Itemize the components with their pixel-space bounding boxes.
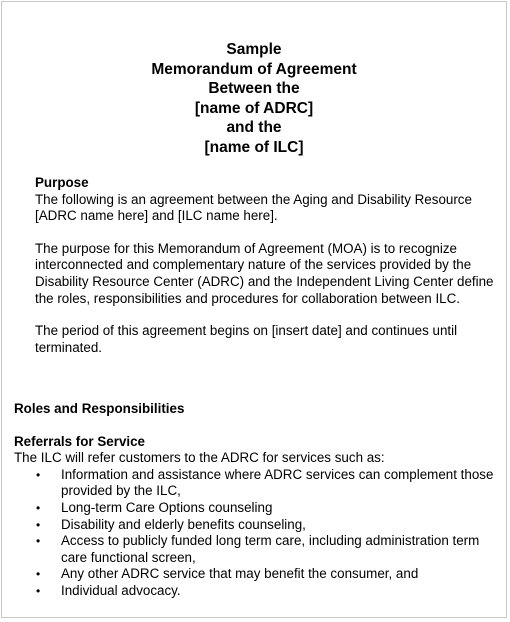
bullet-icon: • xyxy=(36,467,41,482)
bullet-icon: • xyxy=(36,500,41,515)
title-line-ilc-name: [name of ILC] xyxy=(204,138,304,156)
bullet-icon: • xyxy=(36,534,41,549)
list-item xyxy=(14,500,501,517)
bullet-icon: • xyxy=(36,583,41,598)
roles-heading: Roles and Responsibilities xyxy=(14,401,185,416)
purpose-heading: Purpose xyxy=(35,175,89,190)
bullet-icon: • xyxy=(36,567,41,582)
title-line-and-the: and the xyxy=(226,119,282,137)
purpose-paragraph-3: The period of this agreement begins on [insert date] and continues until terminated. xyxy=(35,323,458,355)
list-item-text: Individual advocacy. xyxy=(61,582,181,598)
list-item-text: Any other ADRC service that may benefit the consumer, and xyxy=(61,566,419,582)
referrals-intro: The ILC will refer customers to the ADRC for services such as: xyxy=(14,450,385,466)
title-line-adrc-name: [name of ADRC] xyxy=(194,99,314,117)
list-item xyxy=(14,467,501,500)
purpose-paragraph-2: The purpose for this Memorandum of Agreement (MOA) is to recognize interconnected and complementary nature of the services provided by the Disability Resource Center (ADRC) and the Independent Living Center define the roles, responsibilities and procedures for collaboration between ILC. xyxy=(35,240,494,306)
list-item-text: Information and assistance where ADRC services can complement those provided by the ILC, xyxy=(61,466,494,499)
list-item-text: Access to publicly funded long term care, including administration term care functional screen, xyxy=(61,533,480,565)
document-page xyxy=(1,1,507,618)
list-item-text: Long-term Care Options counseling xyxy=(61,499,273,515)
title-line-memorandum: Memorandum of Agreement xyxy=(151,60,357,78)
roles-section xyxy=(14,401,494,600)
bullet-icon: • xyxy=(36,517,41,532)
referral-service-list xyxy=(14,467,494,600)
title-line-sample: Sample xyxy=(226,41,282,58)
list-item xyxy=(14,566,501,583)
purpose-paragraph-1: The following is an agreement between the Aging and Disability Resource [ADRC name here] and [ILC name here]. xyxy=(35,191,472,224)
purpose-section xyxy=(35,175,505,356)
list-item xyxy=(14,517,501,534)
list-item-text: Disability and elderly benefits counseling, xyxy=(61,516,306,532)
referrals-subheading: Referrals for Service xyxy=(14,433,146,449)
document-title xyxy=(2,40,506,158)
list-item xyxy=(14,583,501,600)
list-item xyxy=(14,533,501,566)
title-line-between: Between the xyxy=(208,80,300,98)
